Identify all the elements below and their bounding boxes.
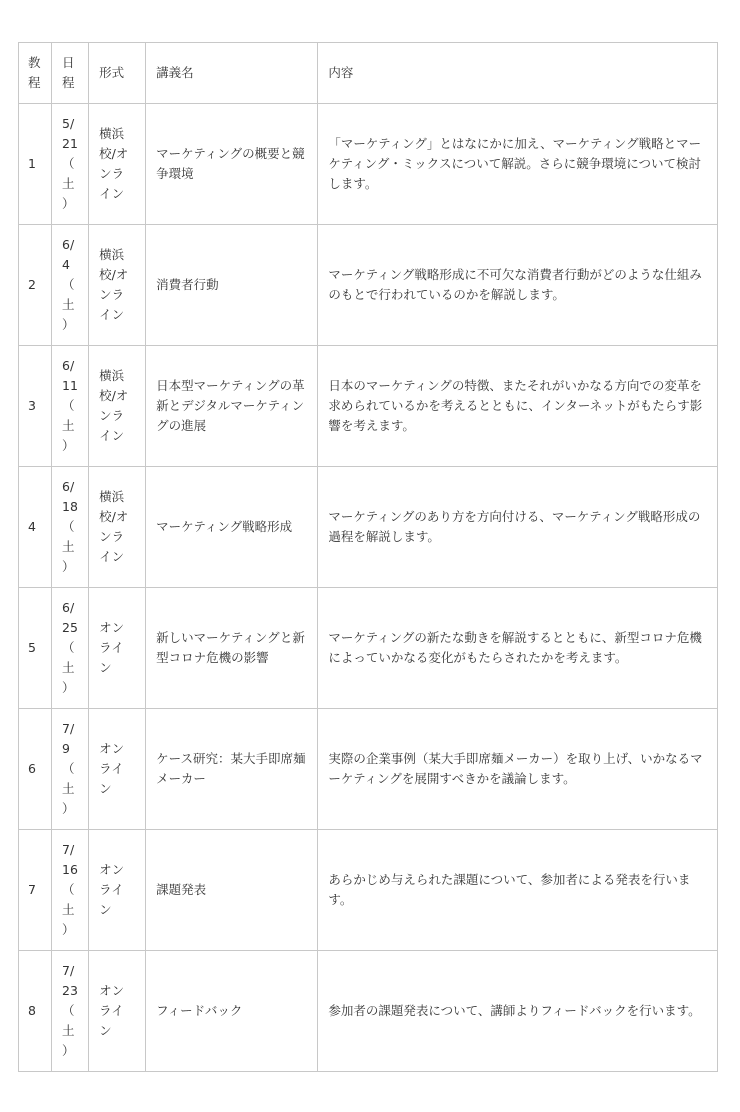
- table-row: [19, 346, 718, 467]
- date-line: 土: [62, 660, 75, 675]
- date-line: 11: [62, 378, 78, 393]
- lecture-title: 日本型マーケティングの革新とデジタルマーケティングの進展: [146, 346, 318, 467]
- format-line: オン: [99, 983, 125, 998]
- date-line: 9: [62, 741, 70, 756]
- schedule-table: [18, 42, 718, 1072]
- date-line: 土: [62, 902, 75, 917]
- format-line: 横浜: [99, 489, 125, 504]
- lesson-date: [52, 225, 89, 346]
- format-line: イン: [99, 307, 125, 322]
- format-line: 校/オ: [99, 509, 129, 524]
- lesson-date: [52, 467, 89, 588]
- lesson-date: [52, 588, 89, 709]
- format-line: ンラ: [99, 287, 125, 302]
- lesson-date: [52, 346, 89, 467]
- date-line: ）: [62, 559, 75, 574]
- header-content: 内容: [318, 43, 718, 104]
- lecture-content: 日本のマーケティングの特徴、またそれがいかなる方向での変革を求められているかを考えるとともに、インターネットがもたらす影響を考えます。: [318, 346, 718, 467]
- format-line: オン: [99, 862, 125, 877]
- date-line: 土: [62, 539, 75, 554]
- lecture-title: マーケティング戦略形成: [146, 467, 318, 588]
- date-line: ）: [62, 680, 75, 695]
- lecture-content: あらかじめ与えられた課題について、参加者による発表を行います。: [318, 830, 718, 951]
- lesson-format: [89, 830, 146, 951]
- date-line: 土: [62, 297, 75, 312]
- format-line: 横浜: [99, 126, 125, 141]
- date-line: 7/: [62, 842, 75, 857]
- lesson-number: 7: [19, 830, 52, 951]
- header-format: 形式: [89, 43, 146, 104]
- lesson-format: [89, 346, 146, 467]
- lecture-content: マーケティング戦略形成に不可欠な消費者行動がどのような仕組みのもとで行われているのかを解説します。: [318, 225, 718, 346]
- date-line: 25: [62, 620, 78, 635]
- lesson-format: [89, 104, 146, 225]
- format-line: ライ: [99, 761, 124, 776]
- header-lesson: 教程: [19, 43, 52, 104]
- lesson-number: 8: [19, 951, 52, 1072]
- lesson-format: [89, 467, 146, 588]
- date-line: 16: [62, 862, 78, 877]
- format-line: オン: [99, 741, 125, 756]
- lesson-date: [52, 951, 89, 1072]
- date-line: （: [62, 761, 75, 776]
- lesson-date: [52, 104, 89, 225]
- lesson-date: [52, 830, 89, 951]
- date-line: 6/: [62, 358, 75, 373]
- date-line: ）: [62, 196, 75, 211]
- date-line: 6/: [62, 600, 75, 615]
- format-line: 横浜: [99, 368, 125, 383]
- format-line: ライ: [99, 640, 124, 655]
- lesson-number: 6: [19, 709, 52, 830]
- lesson-format: [89, 709, 146, 830]
- date-line: （: [62, 398, 75, 413]
- lesson-date: [52, 709, 89, 830]
- format-line: ン: [99, 660, 112, 675]
- table-row: [19, 225, 718, 346]
- date-line: 土: [62, 1023, 75, 1038]
- lecture-content: マーケティングの新たな動きを解説するとともに、新型コロナ危機によっていかなる変化がもたらされたかを考えます。: [318, 588, 718, 709]
- table-row: [19, 588, 718, 709]
- table-row: [19, 467, 718, 588]
- date-line: 7/: [62, 963, 75, 978]
- lesson-format: [89, 951, 146, 1072]
- date-line: ）: [62, 801, 75, 816]
- table-row: [19, 830, 718, 951]
- lesson-number: 2: [19, 225, 52, 346]
- lecture-title: マーケティングの概要と競争環境: [146, 104, 318, 225]
- lesson-format: [89, 225, 146, 346]
- date-line: 4: [62, 257, 70, 272]
- table-row: [19, 951, 718, 1072]
- date-line: ）: [62, 1043, 75, 1058]
- date-line: ）: [62, 438, 75, 453]
- header-row: [19, 43, 718, 104]
- lecture-content: 「マーケティング」とはなにかに加え、マーケティング戦略とマーケティング・ミックスについて解説。さらに競争環境について検討します。: [318, 104, 718, 225]
- date-line: 土: [62, 781, 75, 796]
- date-line: 7/: [62, 721, 75, 736]
- lesson-number: 4: [19, 467, 52, 588]
- format-line: 校/オ: [99, 146, 129, 161]
- date-line: 6/: [62, 237, 75, 252]
- date-line: 6/: [62, 479, 75, 494]
- format-line: ンラ: [99, 529, 125, 544]
- date-line: ）: [62, 922, 75, 937]
- format-line: ン: [99, 781, 112, 796]
- lecture-title: 課題発表: [146, 830, 318, 951]
- date-line: ）: [62, 317, 75, 332]
- format-line: ン: [99, 1023, 112, 1038]
- lecture-content: 実際の企業事例（某大手即席麺メーカー）を取り上げ、いかなるマーケティングを展開すべきかを議論します。: [318, 709, 718, 830]
- course-schedule: [18, 42, 718, 1072]
- format-line: ンラ: [99, 408, 125, 423]
- format-line: 校/オ: [99, 267, 129, 282]
- lecture-title: ケース研究：某大手即席麺メーカー: [146, 709, 318, 830]
- lecture-title: 新しいマーケティングと新型コロナ危機の影響: [146, 588, 318, 709]
- date-line: 21: [62, 136, 78, 151]
- format-line: ライ: [99, 882, 124, 897]
- date-line: （: [62, 519, 75, 534]
- date-line: （: [62, 640, 75, 655]
- date-line: （: [62, 277, 75, 292]
- lesson-number: 3: [19, 346, 52, 467]
- lecture-title: 消費者行動: [146, 225, 318, 346]
- lesson-format: [89, 588, 146, 709]
- date-line: 5/: [62, 116, 75, 131]
- format-line: イン: [99, 549, 125, 564]
- date-line: （: [62, 882, 75, 897]
- lecture-content: マーケティングのあり方を方向付ける、マーケティング戦略形成の過程を解説します。: [318, 467, 718, 588]
- format-line: 校/オ: [99, 388, 129, 403]
- format-line: イン: [99, 428, 125, 443]
- format-line: ライ: [99, 1003, 124, 1018]
- date-line: （: [62, 1003, 75, 1018]
- format-line: ン: [99, 902, 112, 917]
- format-line: 横浜: [99, 247, 125, 262]
- format-line: イン: [99, 186, 125, 201]
- table-row: [19, 104, 718, 225]
- date-line: 土: [62, 418, 75, 433]
- date-line: 23: [62, 983, 78, 998]
- date-line: （: [62, 156, 75, 171]
- schedule-body: [19, 104, 718, 1072]
- lesson-number: 5: [19, 588, 52, 709]
- lesson-number: 1: [19, 104, 52, 225]
- format-line: オン: [99, 620, 125, 635]
- date-line: 18: [62, 499, 78, 514]
- format-line: ンラ: [99, 166, 125, 181]
- lecture-title: フィードバック: [146, 951, 318, 1072]
- lecture-content: 参加者の課題発表について、講師よりフィードバックを行います。: [318, 951, 718, 1072]
- date-line: 土: [62, 176, 75, 191]
- header-title: 講義名: [146, 43, 318, 104]
- header-date: 日程: [52, 43, 89, 104]
- table-row: [19, 709, 718, 830]
